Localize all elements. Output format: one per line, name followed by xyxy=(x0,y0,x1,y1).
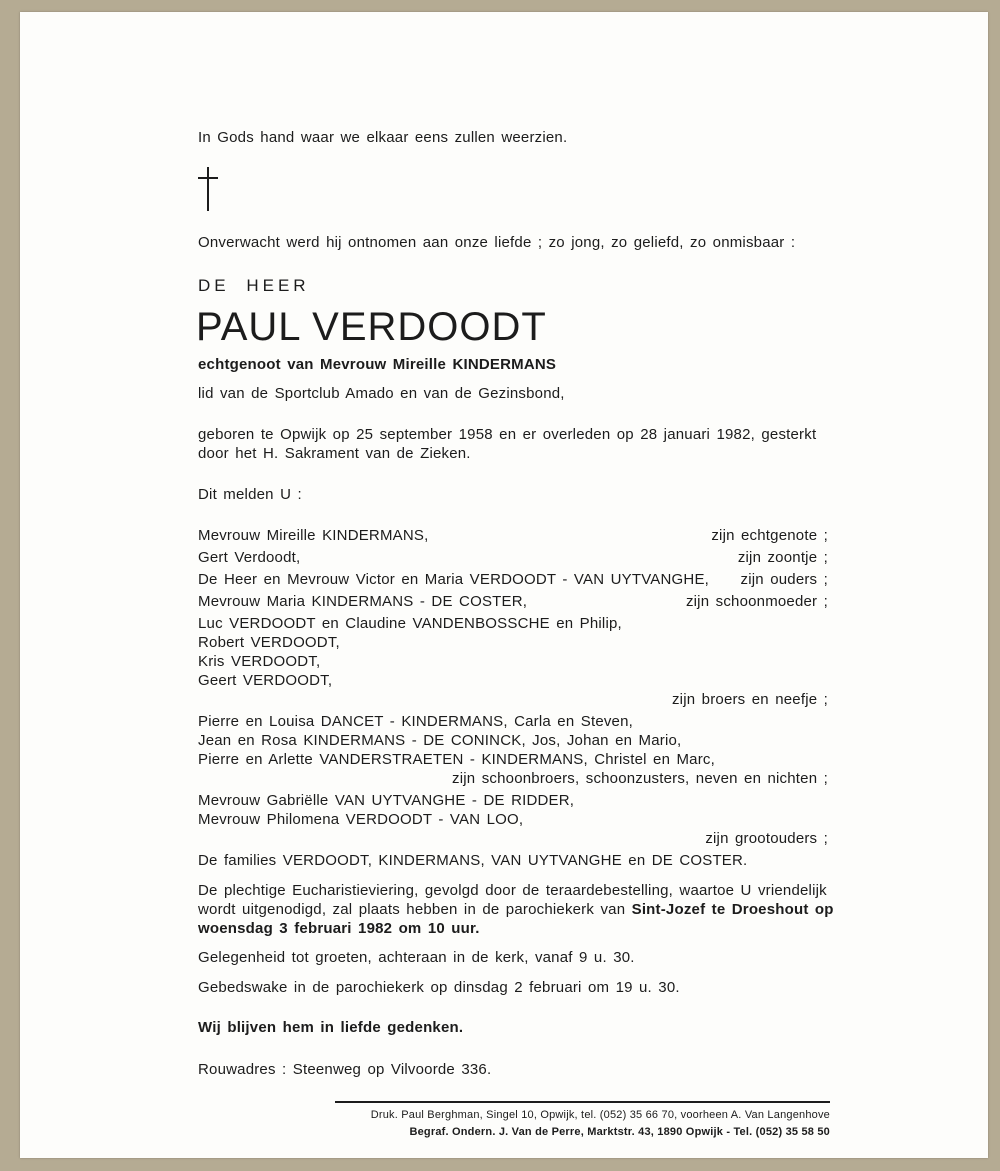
family-left-3: De Heer en Mevrouw Victor en Maria VERDOODT - VAN UYTVANGHE, xyxy=(198,571,710,588)
service-line-3: woensdag 3 februari 1982 om 10 uur. xyxy=(198,920,480,937)
motto: In Gods hand waar we elkaar eens zullen weerzien. xyxy=(198,129,568,146)
inlaws-line-1: Pierre en Louisa DANCET - KINDERMANS, Carla en Steven, xyxy=(198,713,634,730)
brothers-line-2: Robert VERDOODT, xyxy=(198,634,340,651)
title: DE HEER xyxy=(198,276,310,295)
family-left-4: Mevrouw Maria KINDERMANS - DE COSTER, xyxy=(198,593,528,610)
brothers-line-1: Luc VERDOODT en Claudine VANDENBOSSCHE en Philip, xyxy=(198,615,622,632)
inlaws-line-3: Pierre en Arlette VANDERSTRAETEN - KINDERMANS, Christel en Marc, xyxy=(198,751,715,768)
remember-line: Wij blijven hem in liefde gedenken. xyxy=(198,1019,464,1036)
printer-line-1: Druk. Paul Berghman, Singel 10, Opwijk, tel. (052) 35 66 70, voorheen A. Van Langenhove xyxy=(370,1109,830,1121)
birth-line-1: geboren te Opwijk op 25 september 1958 en er overleden op 28 januari 1982, gesterkt xyxy=(198,426,817,443)
grandparents-line-1: Mevrouw Gabriëlle VAN UYTVANGHE - DE RIDDER, xyxy=(198,792,575,809)
deceased-name: PAUL VERDOODT xyxy=(196,305,547,349)
service-line-2 xyxy=(198,900,834,920)
brothers-relation: zijn broers en neefje ; xyxy=(671,691,828,708)
membership-line: lid van de Sportclub Amado en van de Gezinsbond, xyxy=(198,385,565,402)
cross-icon xyxy=(198,167,218,211)
family-left-1: Mevrouw Mireille KINDERMANS, xyxy=(198,527,429,544)
intro-text: Onverwacht werd hij ontnomen aan onze liefde ; zo jong, zo geliefd, zo onmisbaar : xyxy=(198,234,796,251)
church-name: Sint-Jozef te Droeshout op xyxy=(631,901,834,918)
family-right-2: zijn zoontje ; xyxy=(737,549,828,566)
family-left-2: Gert Verdoodt, xyxy=(198,549,301,566)
vigil-line: Gebedswake in de parochiekerk op dinsdag 2 februari om 19 u. 30. xyxy=(198,979,680,996)
inlaws-line-2: Jean en Rosa KINDERMANS - DE CONINCK, Jos, Johan en Mario, xyxy=(198,732,682,749)
family-right-1: zijn echtgenote ; xyxy=(711,527,828,544)
printer-divider xyxy=(335,1101,830,1103)
inlaws-relation: zijn schoonbroers, schoonzusters, neven en nichten ; xyxy=(452,770,828,787)
announce-line: Dit melden U : xyxy=(198,486,302,503)
grandparents-relation: zijn grootouders ; xyxy=(705,830,828,847)
address-line: Rouwadres : Steenweg op Vilvoorde 336. xyxy=(198,1061,492,1078)
printer-line-2: Begraf. Ondern. J. Van de Perre, Marktstr. 43, 1890 Opwijk - Tel. (052) 35 58 50 xyxy=(409,1126,830,1138)
family-right-4: zijn schoonmoeder ; xyxy=(685,593,828,610)
brothers-line-4: Geert VERDOODT, xyxy=(198,672,333,689)
service-line-2-text: wordt uitgenodigd, zal plaats hebben in de parochiekerk van xyxy=(198,901,632,918)
families-line: De families VERDOODT, KINDERMANS, VAN UYTVANGHE en DE COSTER. xyxy=(198,852,748,869)
service-line-1: De plechtige Eucharistieviering, gevolgd door de teraardebestelling, waartoe U vriendelijk xyxy=(198,882,827,899)
family-right-3: zijn ouders ; xyxy=(740,571,828,588)
greeting-line: Gelegenheid tot groeten, achteraan in de kerk, vanaf 9 u. 30. xyxy=(198,949,635,966)
birth-line-2: door het H. Sakrament van de Zieken. xyxy=(198,445,471,462)
spouse-line: echtgenoot van Mevrouw Mireille KINDERMANS xyxy=(198,356,557,373)
grandparents-line-2: Mevrouw Philomena VERDOODT - VAN LOO, xyxy=(198,811,524,828)
brothers-line-3: Kris VERDOODT, xyxy=(198,653,321,670)
